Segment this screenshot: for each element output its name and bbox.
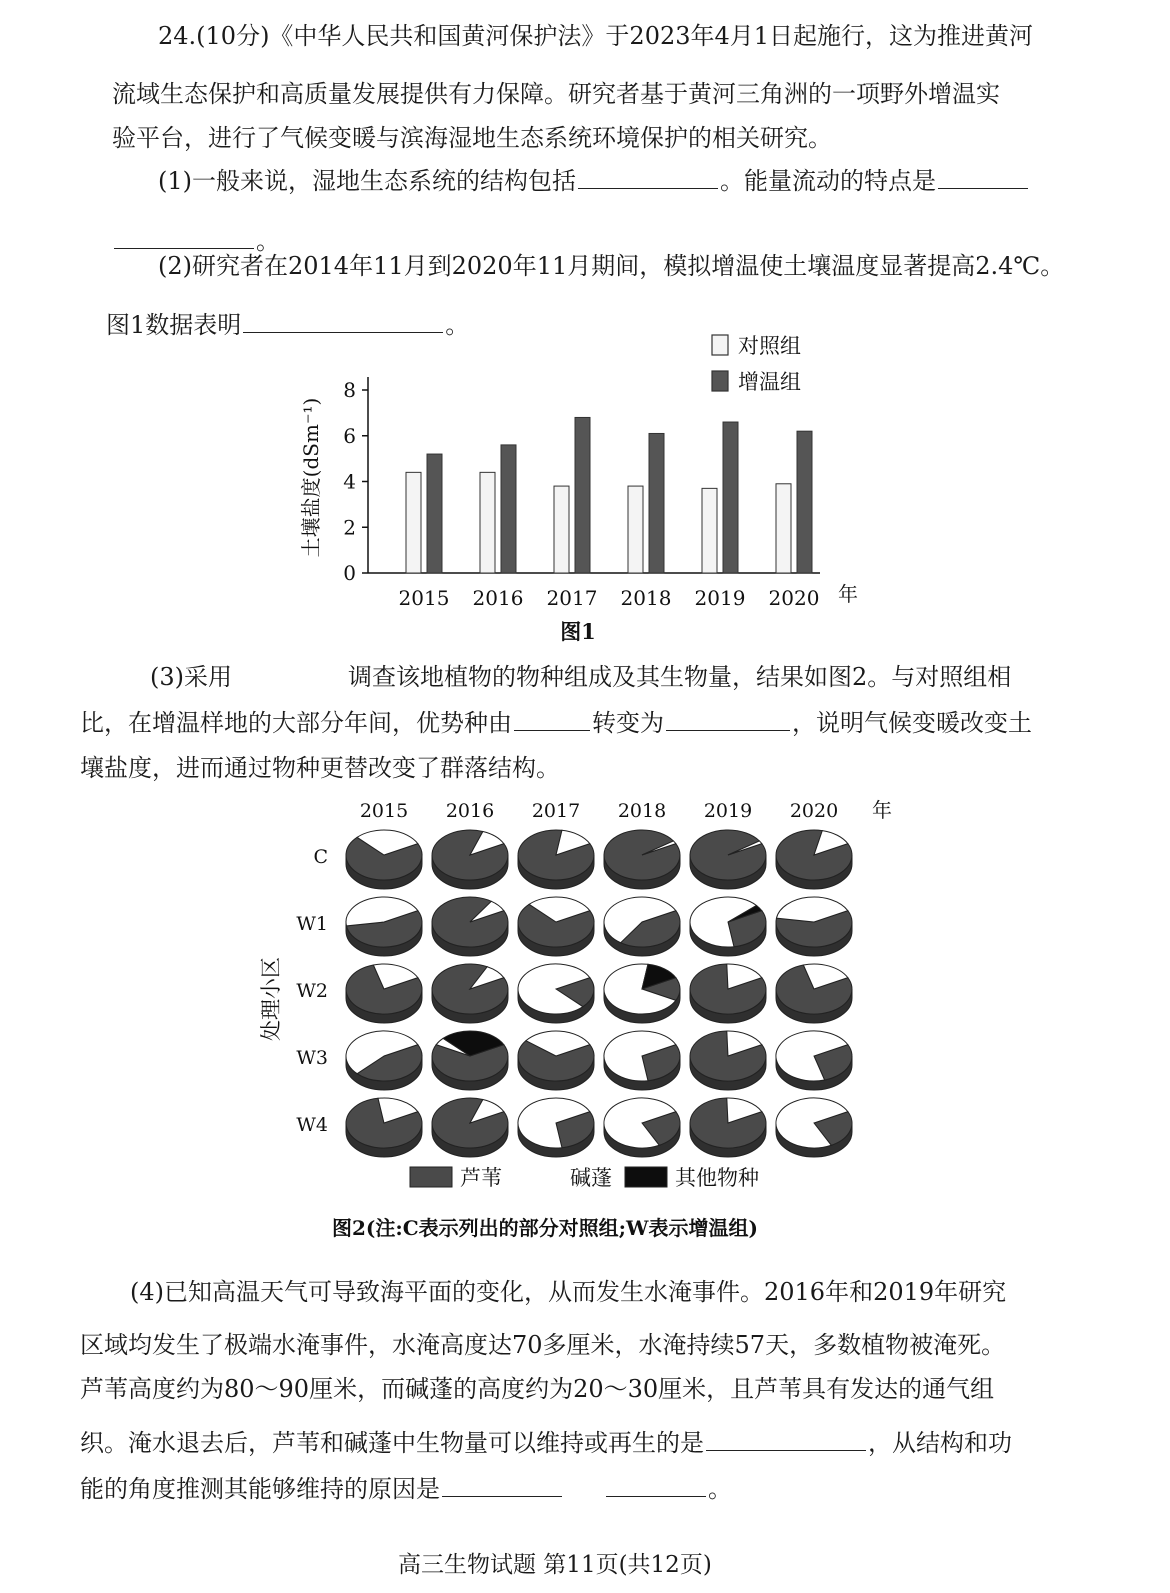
row-label: C [313,846,328,868]
q3-line-2 [80,708,1170,738]
q4-end: 。 [708,1475,732,1503]
pie-chart [776,1031,852,1090]
pie-chart [776,1098,852,1157]
legend-swatch [712,335,728,355]
q4-blank-reason-2[interactable] [606,1474,706,1497]
pie-chart [604,1098,680,1157]
bar-control [702,488,717,573]
q3-line-3: 壤盐度，进而通过物种更替改变了群落结构。 [80,754,560,782]
pie-chart [432,897,508,956]
pie-legend-label: 碱蓬 [570,1166,612,1190]
x-tick-label: 2020 [768,586,820,610]
q4-line-1: (4)已知高温天气可导致海平面的变化，从而发生水淹事件。2016年和2019年研究 [130,1278,1007,1306]
pie-chart [346,1031,422,1090]
figure-1-bar-chart [290,325,890,655]
x-tick-label: 2017 [546,586,598,610]
pie-chart [518,830,594,889]
bar-warming [797,431,812,573]
page-footer: 高三生物试题 第11页(共12页) [398,1552,712,1578]
intro-line-3: 验平台，进行了气候变暖与滨海湿地生态系统环境保护的相关研究。 [112,124,832,152]
legend-swatch [712,371,728,391]
x-axis-unit: 年 [838,582,858,606]
q2-end: 。 [445,311,470,339]
year-header: 2015 [359,800,409,822]
bar-warming [723,422,738,573]
q2-text: 图1数据表明 [106,311,242,339]
pie-chart [346,1098,422,1157]
pie-chart [518,1098,594,1157]
y-tick-label: 0 [343,561,356,585]
bar-warming [427,454,442,573]
pie-chart [518,897,594,956]
q3-blank-from[interactable] [514,708,590,731]
row-label: W2 [296,980,328,1002]
pie-chart [518,964,594,1023]
q4-blank-species[interactable] [706,1428,866,1451]
x-tick-label: 2015 [398,586,450,610]
pie-chart [432,1031,508,1090]
q4-text-a: 织。淹水退去后，芦苇和碱蓬中生物量可以维持或再生的是 [80,1429,704,1457]
year-header: 2020 [789,800,839,822]
q4-line-2: 区域均发生了极端水淹事件，水淹高度达70多厘米，水淹持续57天，多数植物被淹死。 [80,1331,1006,1359]
year-header: 2016 [445,800,495,822]
q2-line-1: (2)研究者在2014年11月到2020年11月期间，模拟增温使土壤温度显著提高2.4℃。 [158,252,1065,280]
q4-line-3: 芦苇高度约为80～90厘米，而碱蓬的高度约为20～30厘米，且芦苇具有发达的通气组 [80,1375,995,1403]
row-label: W4 [296,1114,328,1136]
pie-chart [604,1031,680,1090]
x-tick-label: 2016 [472,586,524,610]
bar-control [554,486,569,573]
q1-line [158,166,1170,196]
q4-line-5 [80,1474,1170,1504]
y-tick-label: 2 [343,515,356,540]
figure-2-caption: 图2(注:C表示列出的部分对照组;W表示增温组) [332,1216,758,1240]
pie-chart [776,897,852,956]
pie-chart [690,964,766,1023]
pie-chart [432,964,508,1023]
pie-chart [690,1031,766,1090]
bar-control [406,472,421,573]
bar-warming [575,417,590,573]
q3-text-c: 比，在增温样地的大部分年间，优势种由 [80,709,512,737]
q1-end: 。 [256,227,280,255]
q1-text-a: (1)一般来说，湿地生态系统的结构包括 [158,167,576,195]
figure-1-caption: 图1 [560,619,596,644]
pie-chart [776,830,852,889]
pie-chart [346,897,422,956]
q1-blank-energy-cont[interactable] [114,226,254,249]
pie-chart [604,964,680,1023]
y-tick-label: 8 [343,378,356,402]
q4-text-b: ，从结构和功 [868,1429,1012,1457]
x-tick-label: 2019 [694,586,746,610]
pie-legend-swatch [625,1167,667,1187]
pie-chart [690,1098,766,1157]
pie-chart [604,897,680,956]
pie-y-axis-label: 处理小区 [259,957,283,1041]
pie-chart [690,830,766,889]
year-header: 2017 [531,800,581,822]
row-label: W1 [296,913,328,935]
y-tick-label: 6 [343,423,356,448]
pie-chart [776,964,852,1023]
bar-control [628,486,643,573]
q3-blank-method[interactable] [234,662,346,685]
figure-2-pie-grid [250,795,910,1255]
intro-line-1: 24.(10分)《中华人民共和国黄河保护法》于2023年4月1日起施行，这为推进黄河 [158,22,1034,50]
legend-label: 增温组 [738,370,801,394]
q4-text-c: 能的角度推测其能够维持的原因是 [80,1475,440,1503]
pie-legend-label: 其他物种 [675,1166,759,1190]
pie-chart [346,830,422,889]
q3-text-b: 调查该地植物的物种组成及其生物量，结果如图2。与对照组相 [348,663,1012,691]
bar-control [480,472,495,573]
q3-line-1 [150,662,1170,692]
pie-chart [432,1098,508,1157]
bar-warming [501,445,516,573]
pie-chart [432,830,508,889]
q3-text-d: 转变为 [592,709,664,737]
pie-chart [346,964,422,1023]
pie-legend-swatch [410,1167,452,1187]
legend-label: 对照组 [738,334,801,358]
pie-chart [690,897,766,956]
bar-control [776,484,791,573]
pie-chart [518,1031,594,1090]
bar-warming [649,433,664,573]
x-tick-label: 2018 [620,586,672,610]
year-header: 2018 [617,800,667,822]
q1-blank-energy[interactable] [938,166,1028,189]
q3-text-a: (3)采用 [150,663,232,691]
q1-text-b: 。能量流动的特点是 [720,167,936,195]
q3-blank-to[interactable] [666,708,790,731]
q4-blank-reason-1[interactable] [442,1474,562,1497]
q3-text-e: ，说明气候变暖改变土 [792,709,1032,737]
q4-line-4 [80,1428,1170,1458]
q1-blank-structure[interactable] [578,166,718,189]
y-axis-label: 土壤盐度(dSm⁻¹) [299,397,323,558]
intro-line-2: 流域生态保护和高质量发展提供有力保障。研究者基于黄河三角洲的一项野外增温实 [112,80,1000,108]
row-label: W3 [296,1047,328,1069]
pie-chart [604,830,680,889]
pie-legend-label: 芦苇 [460,1166,502,1190]
y-tick-label: 4 [343,469,356,494]
year-header: 2019 [703,800,753,822]
year-unit: 年 [872,798,892,822]
